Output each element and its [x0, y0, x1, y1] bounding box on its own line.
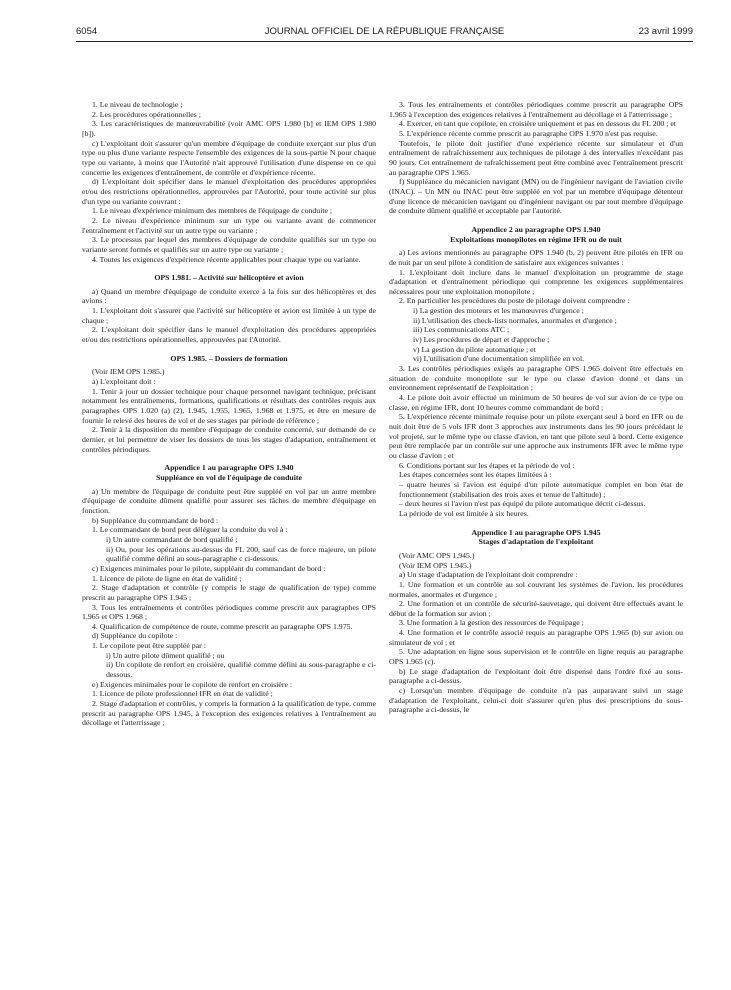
paragraph: 3. Une formation à la gestion des ressources de l'équipage ;: [399, 618, 584, 628]
paragraph: Les étapes concernées sont les étapes limitées à :: [399, 470, 552, 480]
paragraph: d) Suppléance du copilote :: [92, 631, 178, 641]
paragraph: 2. Une formation et un contrôle de sécurité-sauvetage, qui doivent être effectués avant le début de la formation sur avion ;: [389, 599, 683, 618]
paragraph: 3. Les caractéristiques de manœuvrabilité (voir AMC OPS 1.980 [b] et IEM OPS 1.980 [b]).: [82, 119, 376, 138]
paragraph: 1. Le copilote peut être suppléé par :: [92, 641, 206, 651]
paragraph: 2. En particulier les procédures du poste de pilotage doivent comprendre :: [399, 296, 630, 306]
paragraph: a) Un membre de l'équipage de conduite peut être suppléé en vol par un autre membre d'équipage de conduite dûment qualifié pour assurer ses tâches de membre d'équipage en fonction.: [82, 486, 376, 515]
page-header: [76, 26, 693, 40]
list-item: vi) L'utilisation d'une documentation simplifiée en vol.: [413, 354, 585, 364]
paragraph: (Voir AMC OPS 1.945.): [399, 550, 475, 560]
paragraph: a) Quand un membre d'équipage de conduite exerce à la fois sur des hélicoptères et des avions :: [82, 286, 376, 306]
paragraph: c) Exigences minimales pour le pilote, suppléant du commandant de bord :: [92, 563, 326, 573]
paragraph: 1. Licence de pilote de ligne en état de validité ;: [92, 573, 242, 583]
paragraph: 3. Les contrôles périodiques exigés au paragraphe OPS 1.965 doivent être effectués en situation de conduite monopilote sur le type ou classe d'avion donné et dans un environnement représentatif de l'exploitation ;: [389, 364, 683, 393]
paragraph: f) Suppléance du mécanicien navigant (MN) ou de l'ingénieur navigant de l'aviation civile (INAC). – Un MN ou INAC peut être suppléé en vol par un membre d'équipage détenteur d'une licence de mécanicien navigant ou d'ingénieur navigant ou par tout membre d'équipage de conduite dûment qualifié et acceptable par l'autorité.: [389, 177, 683, 216]
paragraph: d) L'exploitant doit spécifier dans le manuel d'exploitation des procédures appropriées et/ou des restrictions opérationnelles, approuvées par l'Autorité, pour toute activité sur plus d'un type ou variante couvrant :: [82, 177, 376, 206]
paragraph: e) Exigences minimales pour le copilote de renfort en croisière :: [92, 679, 293, 689]
header-rule: [76, 41, 693, 42]
section-heading: OPS 1.981. – Activité sur hélicoptère et avion: [154, 273, 304, 283]
paragraph: 1. Le commandant de bord peut déléguer la conduite du vol à :: [92, 525, 288, 535]
paragraph: 1. Une formation et un contrôle au sol couvrant les systèmes de l'avion, les procédures normales, anormales et d'urgence ;: [389, 579, 683, 599]
paragraph: 3. Tous les entraînements et contrôles périodiques comme prescrit au paragraphe OPS 1.965 à l'exception des exigences relatives à l'entraînement au décollage et à l'atterrissage ;: [389, 100, 683, 119]
paragraph: 2. Le niveau d'expérience minimum sur un type ou variante avant de commencer l'entraînement et l'activité sur un autre type ou variante ;: [82, 215, 376, 235]
paragraph: 1. L'exploitant doit s'assurer que l'activité sur hélicoptère et avion est limitée à un type de chaque ;: [82, 306, 376, 325]
appendix-heading: Appendice 1 au paragraphe OPS 1.945: [471, 527, 601, 537]
appendix-subheading: Exploitations monopilotes en régime IFR ou de nuit: [450, 234, 622, 244]
paragraph: (Voir IEM OPS 1.985.): [92, 367, 165, 377]
paragraph: 4. Toutes les exigences d'expérience récente applicables pour chaque type ou variante.: [92, 254, 361, 264]
dash-item: – deux heures si l'avion n'est pas équipé du pilote automatique décrit ci-dessus.: [399, 499, 646, 509]
paragraph: 4. Exercer, en tant que copilote, en croisière uniquement et pas en dessous du FL 200 ; et: [399, 119, 676, 129]
paragraph: Toutefois, le pilote doit justifier d'une expérience récente sur simulateur et d'un entraînement de rafraîchissement aux techniques de pilotage à des intervalles n'excédant pas 90 jours. Cet entraînement de rafraîchissement peut être combiné avec l'entraînement prescrit au paragraphe OPS 1.965.: [389, 138, 683, 177]
appendix-subheading: Suppléance en vol de l'équipage de conduite: [156, 472, 302, 482]
list-item: i) Un autre pilote dûment qualifié ; ou: [106, 650, 225, 660]
paragraph: 4. Qualification de compétence de route, comme prescrit au paragraphe OPS 1.975.: [92, 621, 353, 631]
page-number: 6054: [76, 26, 98, 37]
dash-item: – quatre heures si l'avion est équipé d'un pilote automatique complet en bon état de fonctionnement (stabilisation des trois axes et tenue de l'altitude) ;: [399, 479, 683, 499]
paragraph: 1. Tenir à jour un dossier technique pour chaque personnel navigant technique, précisant notamment les entraînements, formations, qualifications et résultats des contrôles requis aux paragraphes OPS 1.020 (a) (2), 1.945, 1.955, 1.965, 1.968 et 1.975, et être en mesure de fournir le relevé des heures de vol et de ses stages par période de référence ;: [82, 386, 376, 425]
paragraph: a) L'exploitant doit :: [92, 377, 156, 387]
paragraph: b) Le stage d'adaptation de l'exploitant doit être dispensé dans l'ordre fixé au sous-paragraphe a ci-dessus.: [389, 666, 683, 686]
paragraph: b) Suppléance du commandant de bord :: [92, 515, 219, 525]
paragraph: 3. Le processus par lequel des membres d'équipage de conduite qualifiés sur un type ou variante seront formés et qualifiés sur un autre type ou variante ;: [82, 235, 376, 254]
issue-date: 23 avril 1999: [638, 26, 693, 37]
paragraph: 1. Licence de pilote professionnel IFR en état de validité ;: [92, 689, 273, 699]
paragraph: 1. Le niveau d'expérience minimum des membres de l'équipage de conduite ;: [92, 206, 333, 216]
paragraph: 2. Tenir à la disposition du membre d'équipage de conduite concerné, sur demande de ce dernier, et lui permettre de viser les dossiers de tous les stages d'adaptation, entraînement et contrôles périodiques.: [82, 425, 376, 454]
paragraph: 4. Une formation et le contrôle associé requis au paragraphe OPS 1.965 (b) sur avion ou simulateur de vol ; et: [389, 628, 683, 647]
paragraph: 4. Le pilote doit avoir effectué un minimum de 50 heures de vol sur avion de ce type ou classe, en régime IFR, dont 10 heures comme commandant de bord ;: [389, 393, 683, 412]
list-item: v) La gestion du pilote automatique ; et: [413, 344, 536, 354]
list-item: iv) Les procédures de départ et d'approche ;: [413, 335, 550, 345]
list-item: i) La gestion des moteurs et les manœuvres d'urgence ;: [413, 306, 584, 316]
journal-title: JOURNAL OFFICIEL DE LA RÉPUBLIQUE FRANÇAISE: [264, 26, 505, 37]
left-column: [82, 100, 376, 980]
paragraph: 2. Stage d'adaptation et contrôle (y compris le stage de qualification de type) comme prescrit au paragraphe OPS 1.945 ;: [82, 583, 376, 602]
appendix-heading: Appendice 2 au paragraphe OPS 1.940: [471, 224, 601, 234]
right-column: [389, 100, 683, 980]
appendix-subheading: Stages d'adaptation de l'exploitant: [478, 537, 594, 547]
list-item: iii) Les communications ATC ;: [413, 325, 510, 335]
paragraph: a) Les avions mentionnés au paragraphe OPS 1.940 (b, 2) peuvent être pilotés en IFR ou de nuit par un seul pilote à condition de satisfaire aux exigences suivantes :: [389, 248, 683, 267]
paragraph: La période de vol est limitée à six heures.: [399, 508, 529, 518]
paragraph: 3. Tous les entraînements et contrôles périodiques comme prescrit aux paragraphes OPS 1.965 et OPS 1.968 ;: [82, 602, 376, 622]
paragraph: 5. Une adaptation en ligne sous supervision et le contrôle en ligne requis au paragraphe OPS 1.965 (c).: [389, 647, 683, 667]
list-item: ii) L'utilisation des check-lists normales, anormales et d'urgence ;: [413, 315, 617, 325]
paragraph: 2. L'exploitant doit spécifier dans le manuel d'exploitation des procédures appropriées et/ou des restrictions opérationnelles, approuvées par l'Autorité.: [82, 325, 376, 345]
paragraph: 5. L'expérience récente minimale requise pour un pilote exerçant seul à bord en IFR ou de nuit doit être de 5 vols IFR dont 3 approches aux instruments dans les 90 jours précédant le vol projeté, sur le même type ou classe d'avion, en tant que pilote seul à bord. Cette exigence peut être remplacée par un contrôle sur une approche aux instruments IFR avec le même type ou classe d'avion ; et: [389, 412, 683, 460]
paragraph: 1. Le niveau de technologie ;: [92, 100, 183, 109]
list-item: ii) Ou, pour les opérations au-dessus du FL 200, sauf cas de force majeure, un pilote qualifié comme défini au sous-paragraphe c ci-dessous.: [106, 544, 376, 564]
paragraph: c) L'exploitant doit s'assurer qu'un membre d'équipage de conduite exerçant sur plus d'un type ou plus d'une variante respecte l'ensemble des exigences de la sous-partie N pour chaque type ou variante, à moins que l'Autorité n'ait approuvé l'utilisation d'une dispense en ce qui concerne les exigences d'entraînement, de contrôle et d'expérience récente.: [82, 138, 376, 177]
paragraph: 5. L'expérience récente comme prescrit au paragraphe OPS 1.970 n'est pas requise.: [399, 128, 658, 138]
list-item: i) Un autre commandant de bord qualifié ;: [106, 534, 238, 544]
paragraph: 6. Conditions portant sur les étapes et la période de vol :: [399, 460, 575, 470]
list-item: ii) Un copilote de renfort en croisière, qualifié comme défini au sous-paragraphe e ci-dessous.: [106, 660, 376, 680]
section-heading: OPS 1.985. – Dossiers de formation: [170, 353, 288, 363]
appendix-heading: Appendice 1 au paragraphe OPS 1.940: [164, 463, 294, 473]
paragraph: 2. Les procédures opérationnelles ;: [92, 109, 201, 119]
paragraph: a) Un stage d'adaptation de l'exploitant doit comprendre :: [399, 570, 578, 580]
paragraph: (Voir IEM OPS 1.945.): [399, 560, 472, 570]
paragraph: 2. Stage d'adaptation et contrôles, y compris la formation à la qualification de type, comme prescrit au paragraphe OPS 1.945, à l'exception des exigences relatives à l'entraînement au décollage et l'atterrissage ;: [82, 699, 376, 728]
paragraph: 1. L'exploitant doit inclure dans le manuel d'exploitation un programme de stage d'adaptation et d'entraînement périodique qui comprenne les exigences supplémentaires nécessaires pour une exploitation monopilote ;: [389, 267, 683, 296]
paragraph: c) Lorsqu'un membre d'équipage de conduite n'a pas auparavant suivi un stage d'adaptation de l'exploitant, celui-ci doit s'assurer qu'en plus des prescriptions du sous-paragraphe a ci-dessus, le: [389, 686, 683, 715]
